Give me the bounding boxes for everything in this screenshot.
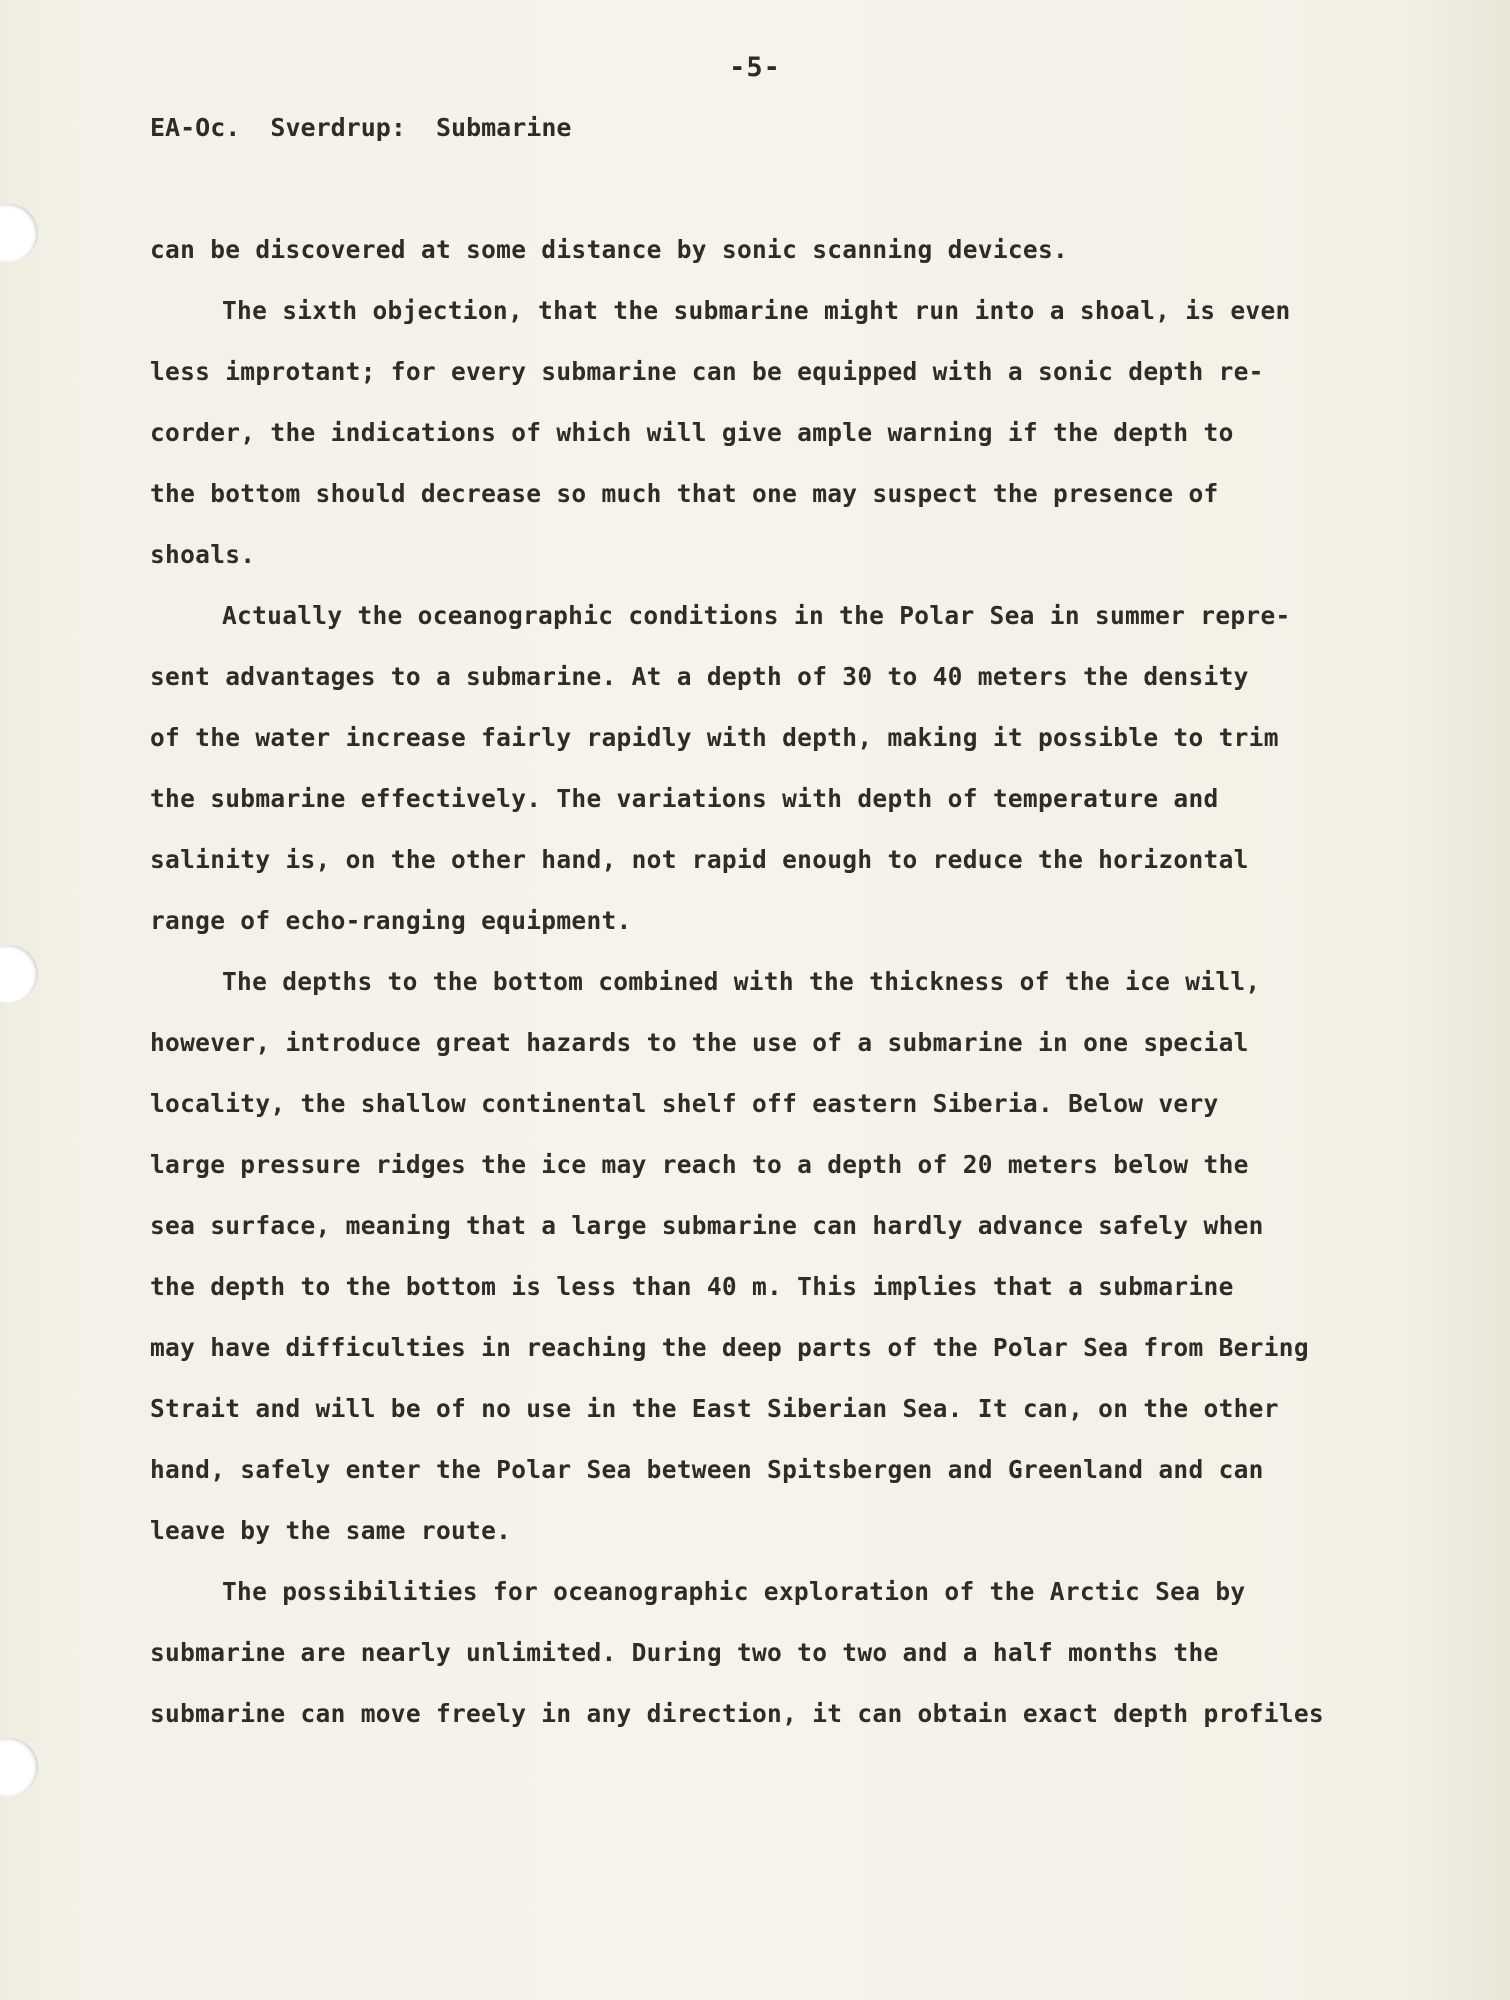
text-line: corder, the indications of which will give ample warning if the depth to: [150, 418, 1234, 447]
text-line: locality, the shallow continental shelf off eastern Siberia. Below very: [150, 1089, 1219, 1118]
text-line: hand, safely enter the Polar Sea between Spitsbergen and Greenland and can: [150, 1455, 1264, 1484]
text-line: submarine are nearly unlimited. During two to two and a half months the: [150, 1638, 1219, 1667]
text-line: less improtant; for every submarine can be equipped with a sonic depth re-: [150, 357, 1264, 386]
punch-hole-top: [0, 204, 38, 262]
text-line: may have difficulties in reaching the deep parts of the Polar Sea from Bering: [150, 1333, 1309, 1362]
text-line: salinity is, on the other hand, not rapid enough to reduce the horizontal: [150, 845, 1249, 874]
text-line: the bottom should decrease so much that one may suspect the presence of: [150, 479, 1219, 508]
text-line: Actually the oceanographic conditions in the Polar Sea in summer repre-: [222, 601, 1291, 630]
text-line: range of echo-ranging equipment.: [150, 906, 632, 935]
text-line: sea surface, meaning that a large submarine can hardly advance safely when: [150, 1211, 1264, 1240]
punch-hole-bottom: [0, 1738, 38, 1796]
text-line: the submarine effectively. The variations with depth of temperature and: [150, 784, 1219, 813]
text-line: The possibilities for oceanographic exploration of the Arctic Sea by: [222, 1577, 1246, 1606]
document-header: EA-Oc. Sverdrup: Submarine: [150, 113, 572, 142]
text-line: shoals.: [150, 540, 256, 569]
text-line: Strait and will be of no use in the East Siberian Sea. It can, on the other: [150, 1394, 1279, 1423]
text-line: leave by the same route.: [150, 1516, 512, 1545]
text-line: submarine can move freely in any direction, it can obtain exact depth profiles: [150, 1699, 1324, 1728]
document-body: [150, 232, 1350, 1757]
text-line: The sixth objection, that the submarine might run into a shoal, is even: [222, 296, 1291, 325]
text-line: large pressure ridges the ice may reach to a depth of 20 meters below the: [150, 1150, 1249, 1179]
text-line: can be discovered at some distance by sonic scanning devices.: [150, 235, 1069, 264]
text-line: of the water increase fairly rapidly with depth, making it possible to trim: [150, 723, 1279, 752]
text-line: The depths to the bottom combined with the thickness of the ice will,: [222, 967, 1261, 996]
text-line: sent advantages to a submarine. At a depth of 30 to 40 meters the density: [150, 662, 1249, 691]
text-line: however, introduce great hazards to the use of a submarine in one special: [150, 1028, 1249, 1057]
page-number: -5-: [729, 52, 781, 83]
text-line: the depth to the bottom is less than 40 m. This implies that a submarine: [150, 1272, 1234, 1301]
punch-hole-middle: [0, 945, 38, 1003]
